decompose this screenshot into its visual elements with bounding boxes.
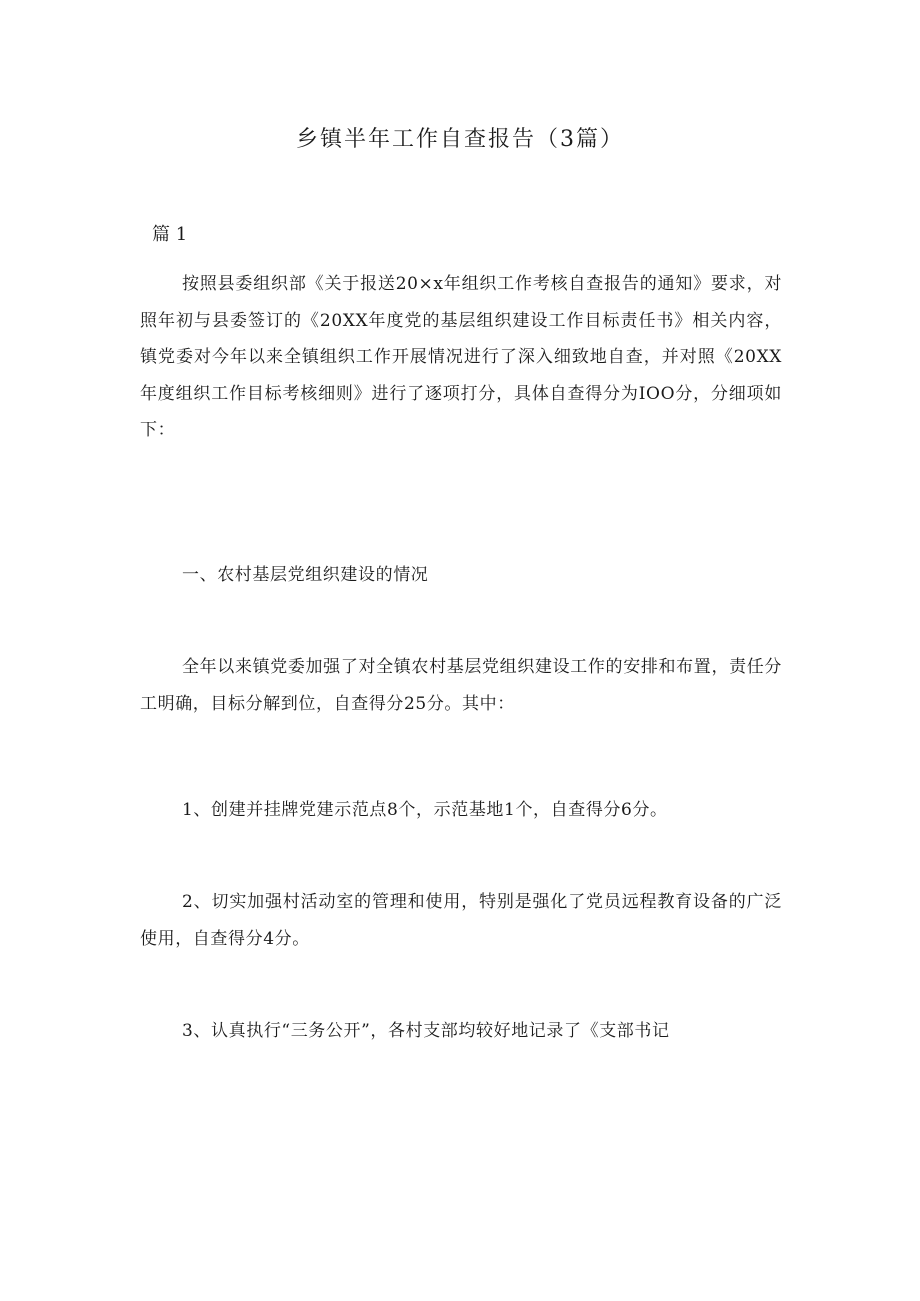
part-label: 篇 1 <box>152 224 188 245</box>
item-3-paragraph: 3、认真执行“三务公开”，各村支部均较好地记录了《支部书记 <box>182 1021 670 1041</box>
document-title: 乡镇半年工作自查报告（3篇） <box>296 127 624 152</box>
item-2-paragraph: 2、切实加强村活动室的管理和使用，特别是强化了党员远程教育设备的广泛使用，自查得分4分。 <box>140 892 782 949</box>
intro-paragraph: 按照县委组织部《关于报送20×x年组织工作考核自查报告的通知》要求，对照年初与县委签订的《20XX年度党的基层组织建设工作目标责任书》相关内容，镇党委对今年以来全镇组织工作开展情况进行了深入细致地自查，并对照《20XX年度组织工作目标考核细则》进行了逐项打分，具体自查得分为IOO分，分细项如下： <box>140 274 782 440</box>
overview-paragraph: 全年以来镇党委加强了对全镇农村基层党组织建设工作的安排和布置，责任分工明确，目标分解到位，自查得分25分。其中： <box>140 657 782 714</box>
item-1-paragraph: 1、创建并挂牌党建示范点8个，示范基地1个，自查得分6分。 <box>182 800 668 820</box>
section-heading: 一、农村基层党组织建设的情况 <box>182 565 429 585</box>
